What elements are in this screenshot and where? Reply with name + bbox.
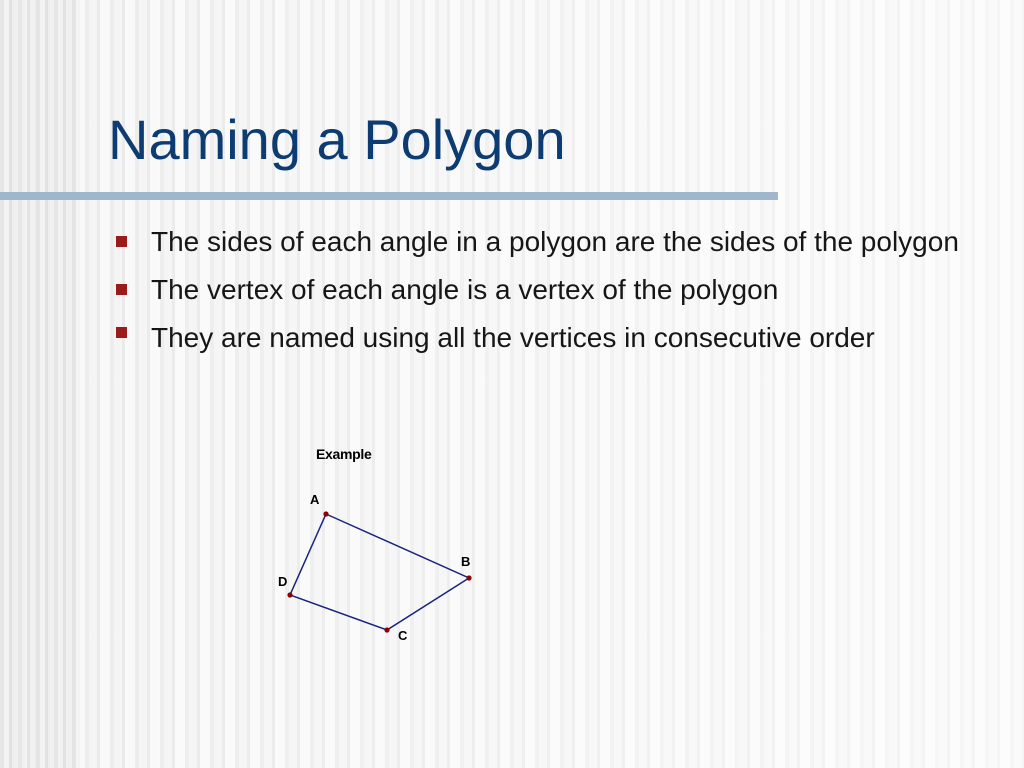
bullet-item [114,270,974,310]
vertex-point-d [287,592,292,597]
background-stripes [0,0,80,768]
vertex-label-d: D [278,574,288,589]
bullet-item [114,222,974,262]
polygon-abcd [290,514,469,630]
bullet-list [114,222,974,371]
square-bullet-icon [116,327,127,338]
title-underline [0,192,778,200]
bullet-text: The vertex of each angle is a vertex of the polygon [151,274,779,305]
square-bullet-icon [116,284,127,295]
square-bullet-icon [116,236,127,247]
bullet-text: They are named using all the vertices in consecutive order [151,322,875,353]
vertex-label-c: C [398,628,408,643]
vertex-point-c [384,627,389,632]
bullet-text: The sides of each angle in a polygon are the sides of the polygon [151,226,959,257]
vertex-point-a [323,511,328,516]
example-label: Example [316,446,372,462]
slide-title: Naming a Polygon [108,108,566,171]
bullet-item [114,313,974,363]
vertex-point-b [466,575,471,580]
vertex-label-a: A [310,492,320,507]
vertex-label-b: B [461,554,471,569]
